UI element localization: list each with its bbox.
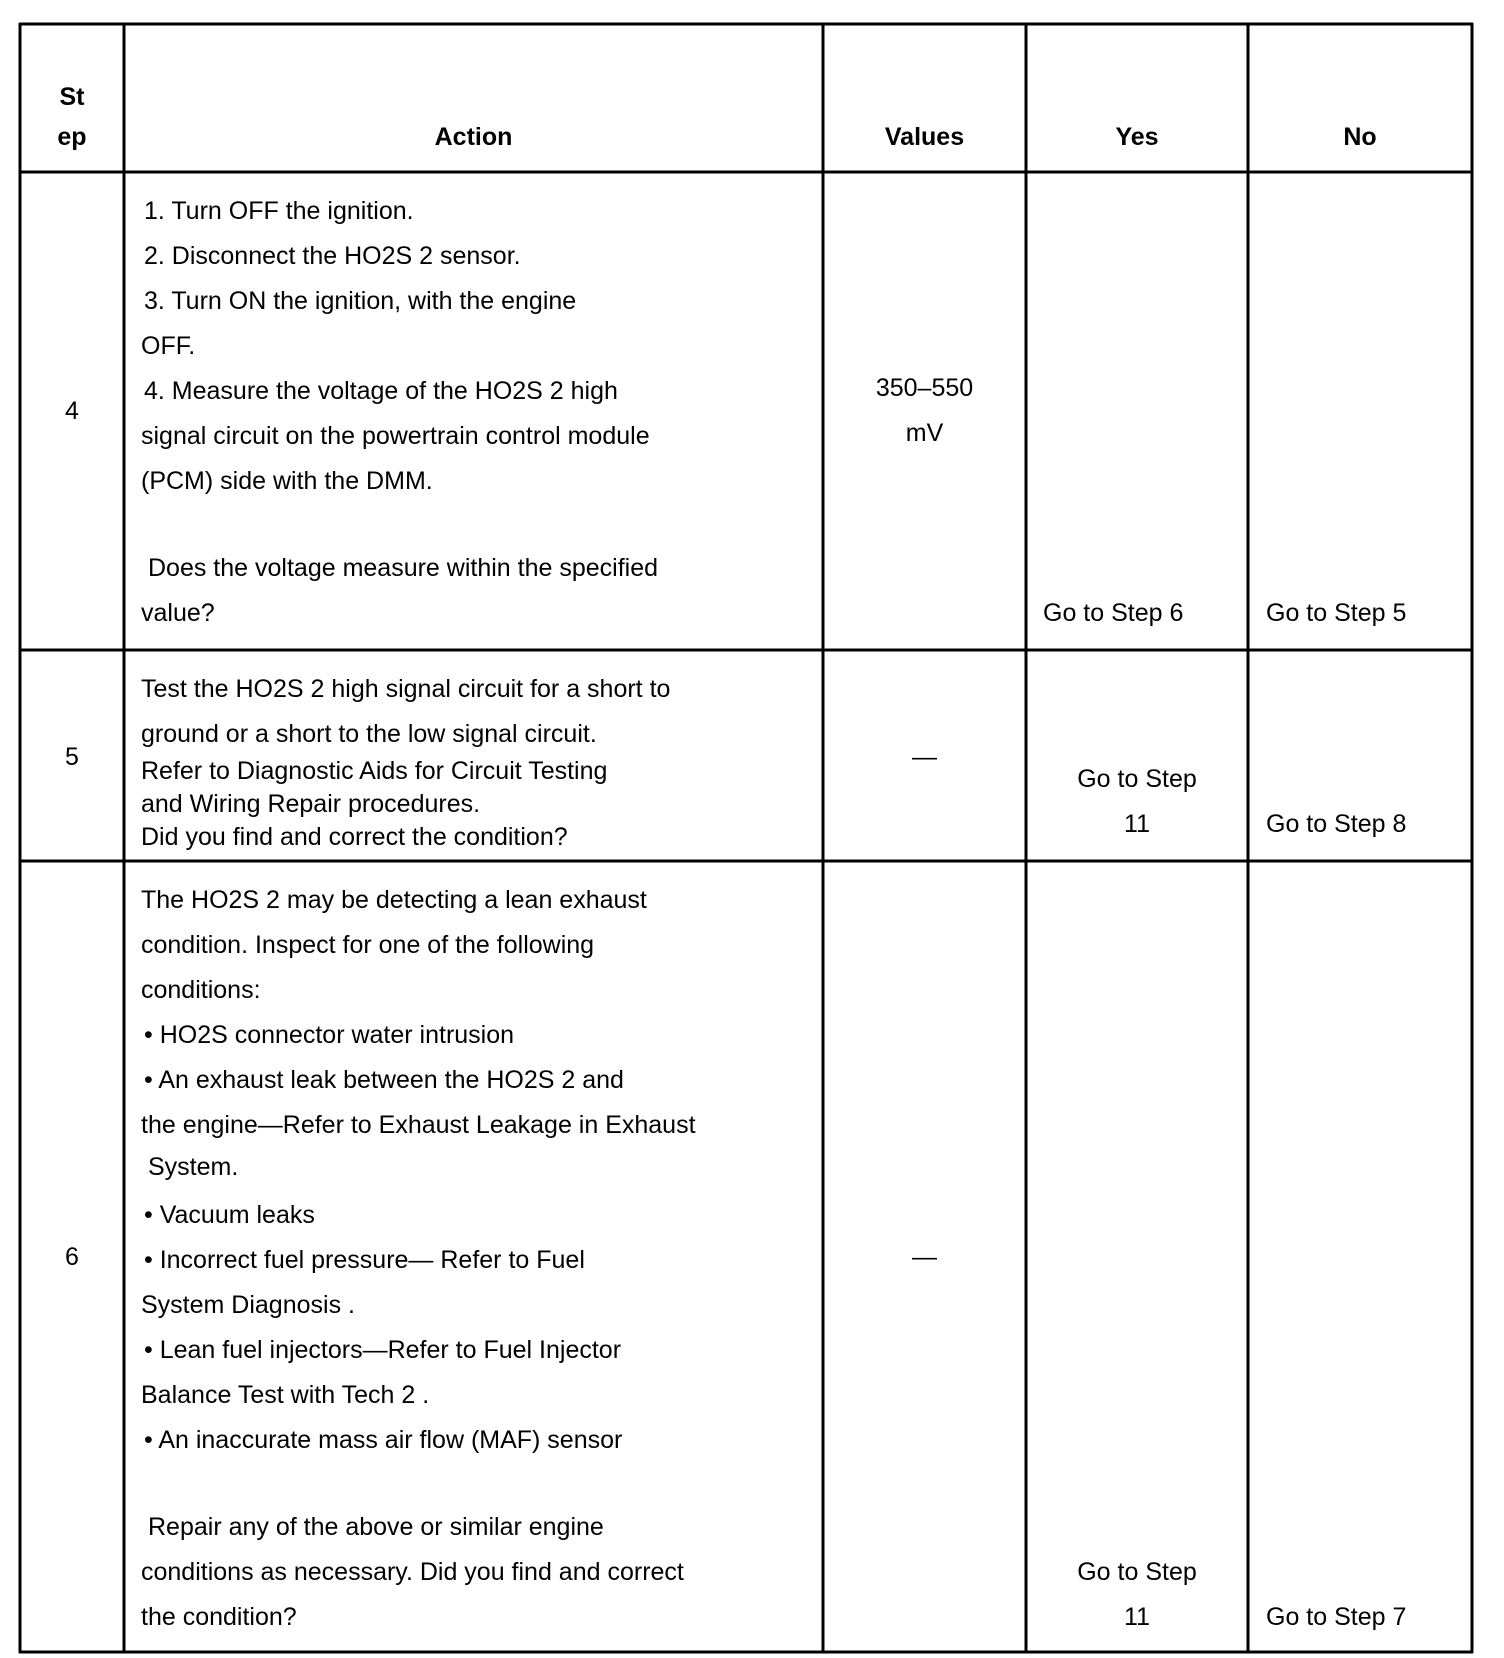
action-line: signal circuit on the powertrain control module bbox=[141, 422, 650, 450]
action-line: OFF. bbox=[141, 332, 196, 360]
yes-outcome-step: 11 bbox=[1124, 1603, 1150, 1631]
yes-outcome: Go to Step 6 bbox=[1043, 599, 1184, 627]
action-line: Did you find and correct the condition? bbox=[141, 823, 568, 851]
action-line: (PCM) side with the DMM. bbox=[141, 467, 433, 495]
header-values: Values bbox=[884, 123, 965, 151]
action-line: ground or a short to the low signal circuit. bbox=[141, 720, 597, 748]
no-outcome: Go to Step 7 bbox=[1266, 1603, 1407, 1631]
action-bullet: • An exhaust leak between the HO2S 2 and bbox=[144, 1066, 624, 1094]
action-line: Balance Test with Tech 2 . bbox=[141, 1381, 430, 1409]
action-line: 1. Turn OFF the ignition. bbox=[144, 197, 414, 225]
action-line: Does the voltage measure within the specified bbox=[148, 554, 659, 582]
action-line: condition. Inspect for one of the following bbox=[141, 931, 595, 959]
header-yes: Yes bbox=[1115, 123, 1159, 151]
step-number: 5 bbox=[65, 743, 79, 771]
step-number: 6 bbox=[65, 1243, 79, 1271]
action-line: 4. Measure the voltage of the HO2S 2 high bbox=[144, 377, 618, 405]
action-line: conditions: bbox=[141, 976, 261, 1004]
value-unit: mV bbox=[905, 419, 944, 447]
action-line: System Diagnosis . bbox=[141, 1291, 355, 1319]
action-line: conditions as necessary. Did you find and correct bbox=[141, 1558, 684, 1586]
action-line: the engine—Refer to Exhaust Leakage in Exhaust bbox=[141, 1111, 696, 1139]
action-line: Refer to Diagnostic Aids for Circuit Testing bbox=[141, 757, 608, 785]
action-line: The HO2S 2 may be detecting a lean exhaust bbox=[141, 886, 647, 914]
yes-outcome: Go to Step bbox=[1077, 765, 1197, 793]
action-line: value? bbox=[141, 599, 215, 627]
header-no: No bbox=[1343, 123, 1377, 151]
header-step-line2: ep bbox=[57, 123, 87, 151]
action-line: Repair any of the above or similar engine bbox=[148, 1513, 604, 1541]
action-line: 3. Turn ON the ignition, with the engine bbox=[144, 287, 577, 315]
action-line: 2. Disconnect the HO2S 2 sensor. bbox=[144, 242, 521, 270]
yes-outcome-step: 11 bbox=[1124, 810, 1150, 838]
action-bullet: • Lean fuel injectors—Refer to Fuel Injector bbox=[144, 1336, 622, 1364]
header-step-line1: St bbox=[59, 83, 85, 111]
header-action: Action bbox=[434, 123, 513, 151]
step-number: 4 bbox=[65, 397, 79, 425]
no-outcome: Go to Step 5 bbox=[1266, 599, 1407, 627]
action-line: Test the HO2S 2 high signal circuit for a short to bbox=[141, 675, 671, 703]
action-line: System. bbox=[148, 1153, 239, 1181]
action-bullet: • An inaccurate mass air flow (MAF) sensor bbox=[144, 1426, 623, 1454]
no-outcome: Go to Step 8 bbox=[1266, 810, 1407, 838]
action-bullet: • Vacuum leaks bbox=[144, 1201, 315, 1229]
action-bullet: • HO2S connector water intrusion bbox=[144, 1021, 515, 1049]
value-none: — bbox=[912, 1243, 937, 1271]
value-range: 350–550 bbox=[875, 374, 974, 402]
action-line: and Wiring Repair procedures. bbox=[141, 790, 481, 818]
action-line: the condition? bbox=[141, 1603, 297, 1631]
action-bullet: • Incorrect fuel pressure— Refer to Fuel bbox=[144, 1246, 585, 1274]
yes-outcome: Go to Step bbox=[1077, 1558, 1197, 1586]
value-none: — bbox=[912, 743, 937, 771]
